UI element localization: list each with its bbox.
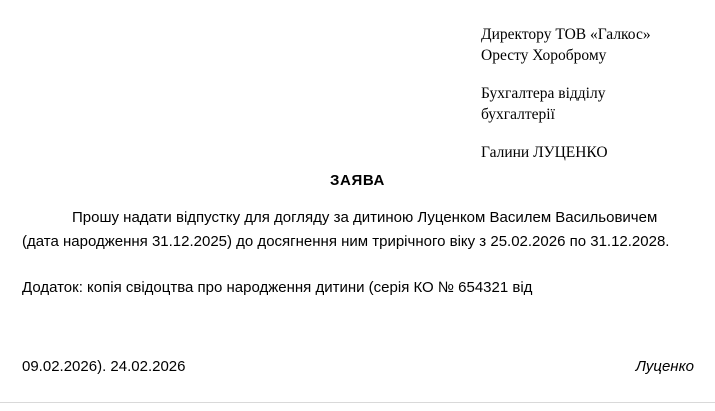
paragraph-request: Прошу надати відпустку для догляду за дитиною Луценком Василем Васильовичем (дата народження 31.12.2025) до досягнення ним трирічного віку з 25.02.2026 по 31.12.2028.	[22, 209, 670, 250]
signature: Луценко	[635, 358, 694, 375]
author-name-group	[481, 142, 706, 163]
document-body	[22, 206, 694, 300]
author-position-group	[481, 83, 706, 125]
bottom-divider	[0, 402, 715, 403]
document-footer	[22, 358, 694, 375]
recipient-name: Оресту Хороброму	[481, 47, 607, 64]
recipient-organization: Директору ТОВ «Галкос»	[481, 26, 651, 43]
author-position-line1: Бухгалтера відділу	[481, 85, 606, 102]
recipient-group	[481, 24, 706, 66]
page-title: ЗАЯВА	[330, 172, 385, 189]
author-position-line2: бухгалтерії	[481, 106, 555, 123]
author-name: Галини ЛУЦЕНКО	[481, 144, 608, 161]
paragraph-attachment: Додаток: копія свідоцтва про народження дитини (серія КО № 654321 від	[22, 279, 533, 296]
footer-dates: 09.02.2026). 24.02.2026	[22, 358, 186, 375]
addressee-block	[481, 24, 706, 163]
